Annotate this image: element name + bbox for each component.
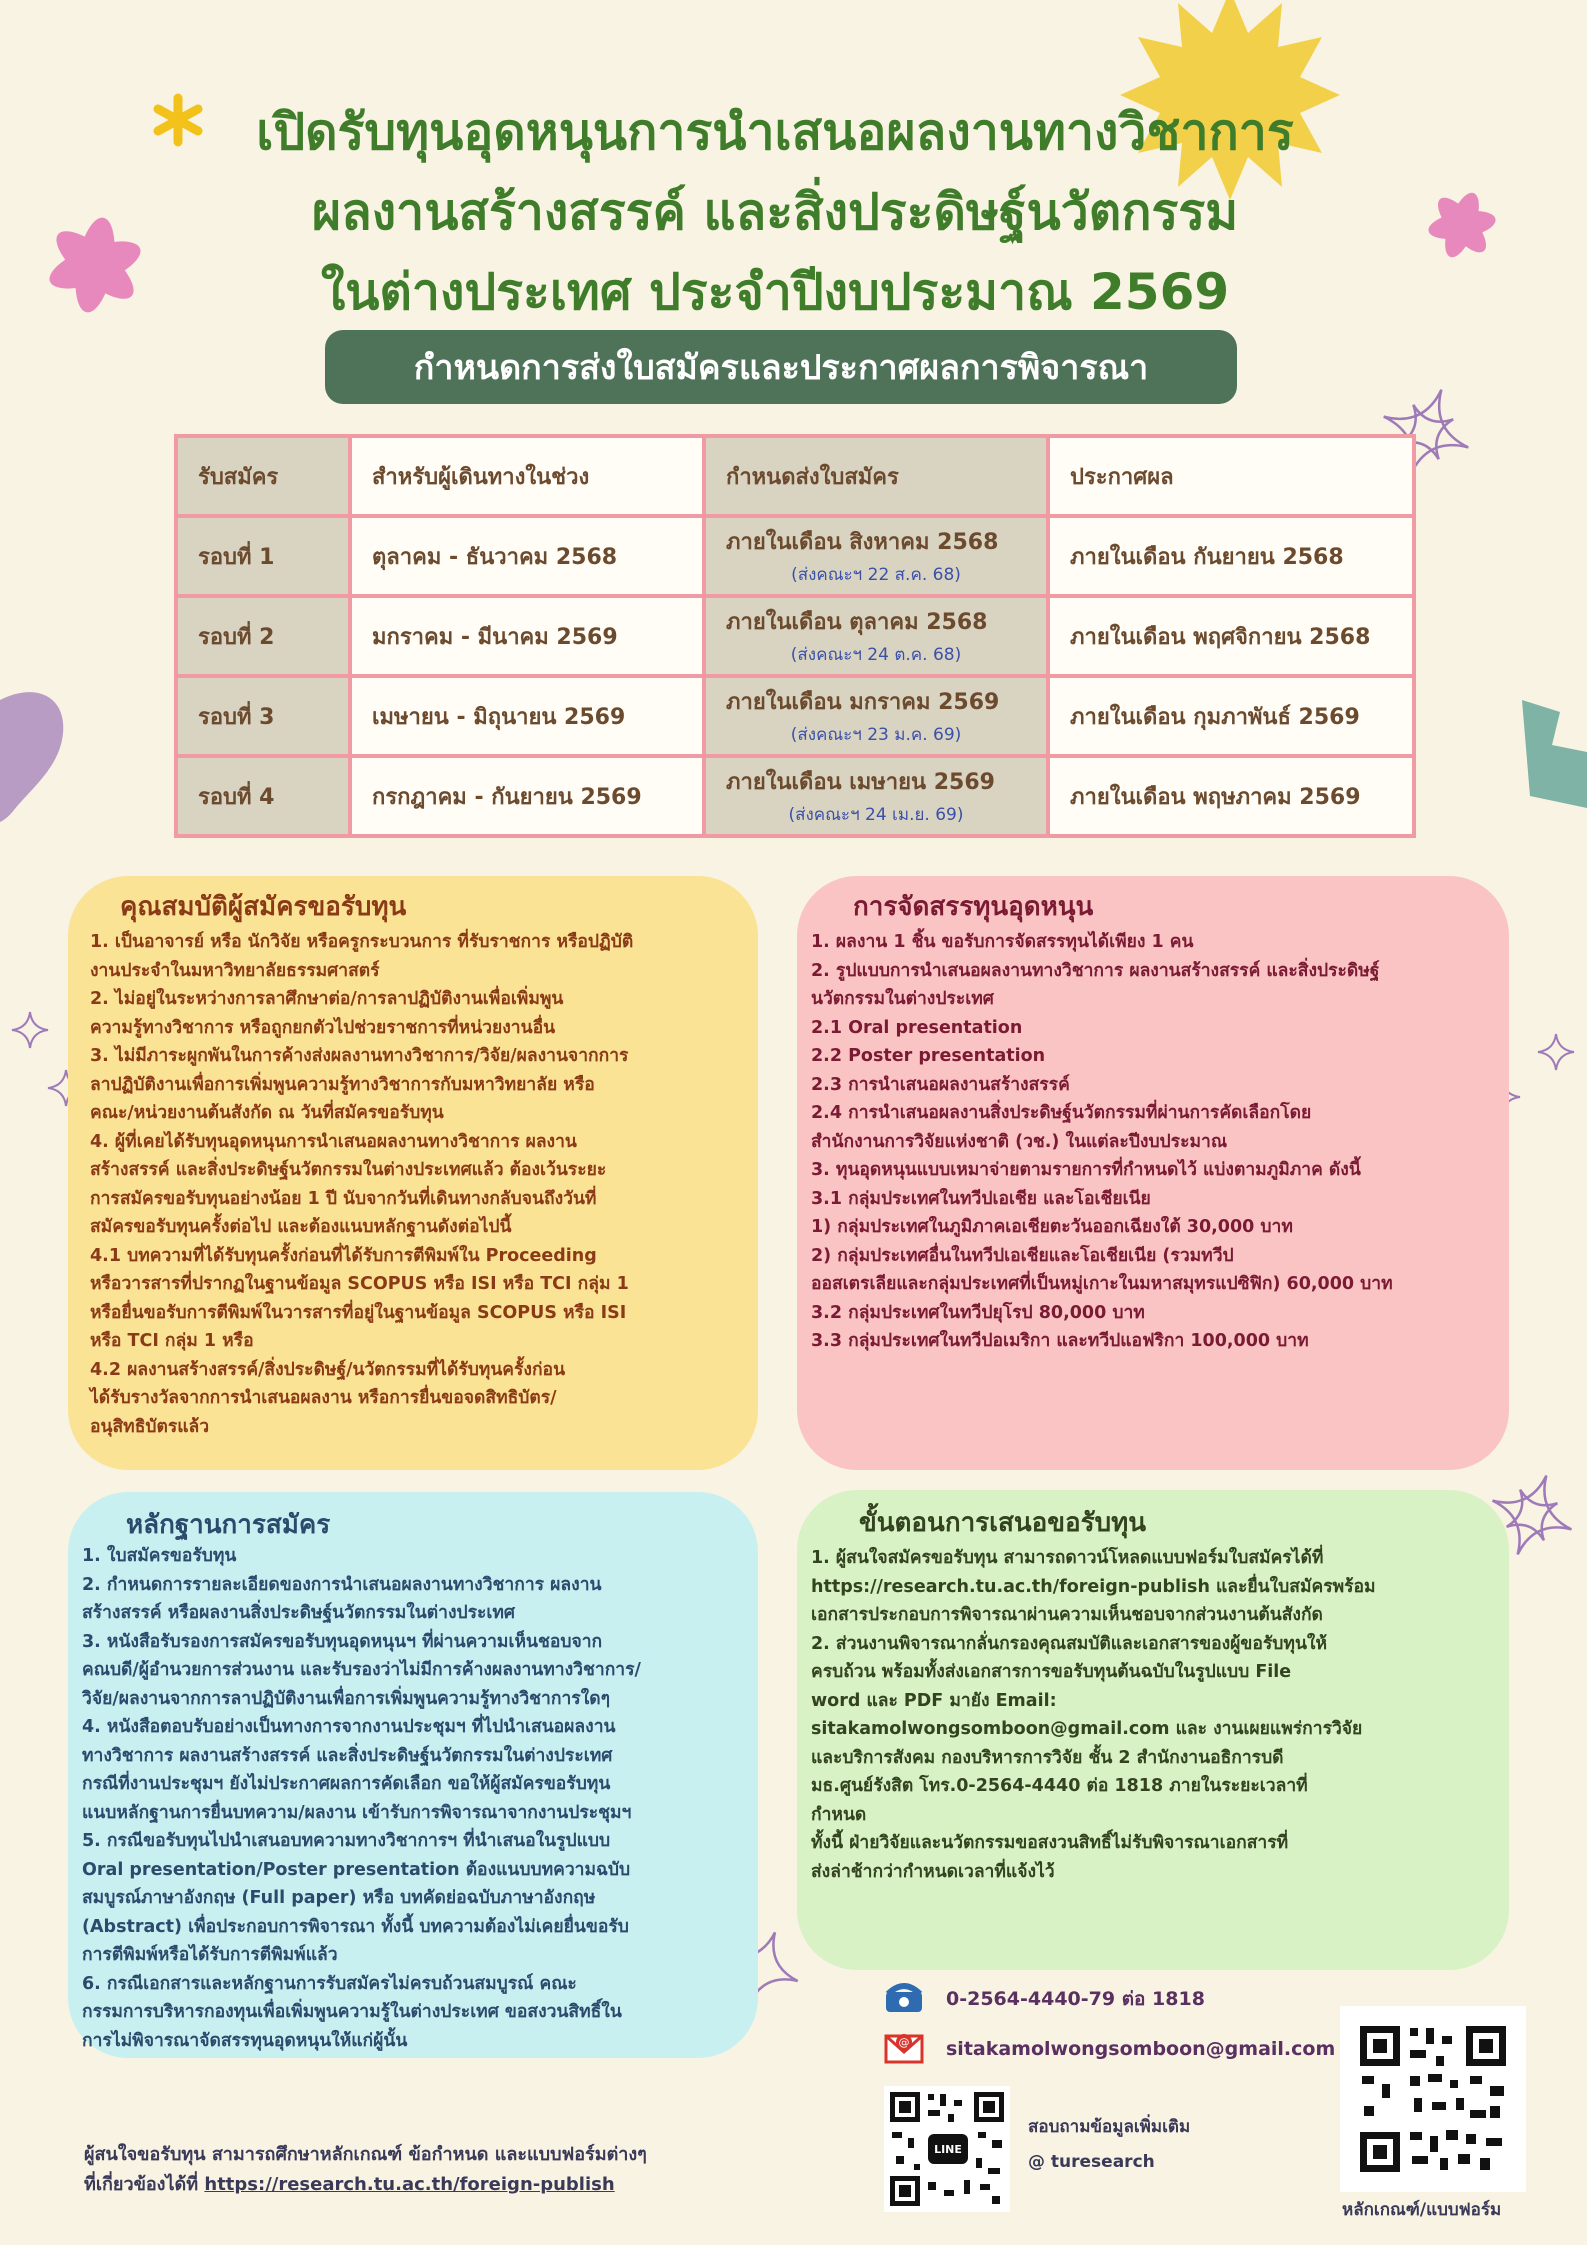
- deadline-cell: [704, 676, 1048, 756]
- form-qr-graphic: [1340, 2006, 1526, 2192]
- column-header: กำหนดส่งใบสมัคร: [704, 436, 1048, 516]
- table-row: [176, 596, 1414, 676]
- title-line-1: เปิดรับทุนอุดหนุนการนำเสนอผลงานทางวิชาการ: [256, 103, 1294, 161]
- qualifications-text: 1. เป็นอาจารย์ หรือ นักวิจัย หรือครูกระบวนการ ที่รับราชการ หรือปฏิบัติ งานประจำในมหาวิทยาลัยธรรมศาสตร์ 2. ไม่อยู่ในระหว่างการลาศึกษาต่อ/การลาปฏิบัติงานเพื่อเพิ่มพูน ความรู้ทางวิชาการ หรือถูกยกตัวไปช่วยราชการที่หน่วยงานอื่น 3. ไม่มีภาระผูกพันในการค้างส่งผลงานทางวิชาการ/วิจัย/ผลงานจากการ ลาปฏิบัติงานเพื่อการเพิ่มพูนความรู้ทางวิชาการกับมหาวิทยาลัย หรือ คณะ/หน่วยงานต้นสังกัด ณ วันที่สมัครขอรับทุน 4. ผู้ที่เคยได้รับทุนอุดหนุนการนำเสนอผลงานทางวิชาการ ผลงาน สร้างสรรค์ และสิ่งประดิษฐ์นวัตกรรมในต่างประเทศแล้ว ต้องเว้นระยะ การสมัครขอรับทุนอย่างน้อย 1 ปี นับจากวันที่เดินทางกลับจนถึงวันที่ สมัครขอรับทุนครั้งต่อไป และต้องแนบหลักฐานดังต่อไปนี้ 4.1 บทความที่ได้รับทุนครั้งก่อนที่ได้รับการตีพิมพ์ใน Proceeding หรือวารสารที่ปรากฏในฐานข้อมูล SCOPUS หรือ ISI หรือ TCI กลุ่ม 1 หรือยื่นขอรับการตีพิมพ์ในวารสารที่อยู่ในฐานข้อมูล SCOPUS หรือ ISI หรือ TCI กลุ่ม 1 หรือ 4.2 ผลงานสร้างสรรค์/สิ่งประดิษฐ์/นวัตกรรมที่ได้รับทุนครั้งก่อน ได้รับรางวัลจากการนำเสนอผลงาน หรือการยื่นขอจดสิทธิบัตร/ อนุสิทธิบัตรแล้ว: [90, 932, 634, 1437]
- form-qr-caption: หลักเกณฑ์/แบบฟอร์ม: [1342, 2200, 1502, 2220]
- period-cell: มกราคม - มีนาคม 2569: [350, 596, 704, 676]
- period-cell: เมษายน - มิถุนายน 2569: [350, 676, 704, 756]
- column-header: สำหรับผู้เดินทางในช่วง: [350, 436, 704, 516]
- line-qr-icon[interactable]: [884, 2086, 1010, 2212]
- announce-cell: ภายในเดือน พฤศจิกายน 2568: [1048, 596, 1414, 676]
- announce-cell: ภายในเดือน กันยายน 2568: [1048, 516, 1414, 596]
- announce-cell: ภายในเดือน กุมภาพันธ์ 2569: [1048, 676, 1414, 756]
- procedure-text: 1. ผู้สนใจสมัครขอรับทุน สามารถดาวน์โหลดแบบฟอร์มใบสมัครได้ที่ https://research.tu.ac.th/foreign-publish และยื่นใบสมัครพร้อม เอกสารประกอบการพิจารณาผ่านความเห็นชอบจากส่วนงานต้นสังกัด 2. ส่วนงานพิจารณากลั่นกรองคุณสมบัติและเอกสารของผู้ขอรับทุนให้ ครบถ้วน พร้อมทั้งส่งเอกสารการขอรับทุนต้นฉบับในรูปแบบ File word และ PDF มายัง Email: sitakamolwongsomboon@gmail.com และ งานเผยแพร่การวิจัย และบริการสังคม กองบริหารการวิจัย ชั้น 2 สำนักงานอธิการบดี มธ.ศูนย์รังสิต โทร.0-2564-4440 ต่อ 1818 ภายในระยะเวลาที่ กำหนด ทั้งนี้ ฝ่ายวิจัยและนวัตกรรมขอสงวนสิทธิ์ไม่รับพิจารณาเอกสารที่ ส่งล่าช้ากว่ากำหนดเวลาที่แจ้งไว้: [811, 1548, 1376, 1882]
- line-id: @ turesearch: [1028, 2152, 1155, 2172]
- procedure-title: ขั้นตอนการเสนอขอรับทุน: [859, 1508, 1147, 1538]
- table-row: [176, 756, 1414, 836]
- title-line-2: ผลงานสร้างสรรค์ และสิ่งประดิษฐ์นวัตกรรม: [311, 183, 1239, 241]
- teal-shape-decoration: [1522, 700, 1587, 808]
- column-header: รับสมัคร: [176, 436, 350, 516]
- allocation-title: การจัดสรรทุนอุดหนุน: [853, 892, 1094, 922]
- footer-note: [84, 2140, 647, 2200]
- allocation-text: 1. ผลงาน 1 ชิ้น ขอรับการจัดสรรทุนได้เพียง 1 คน 2. รูปแบบการนำเสนอผลงานทางวิชาการ ผลงานสร้างสรรค์ และสิ่งประดิษฐ์ นวัตกรรมในต่างประเทศ 2.1 Oral presentation 2.2 Poster presentation 2.3 การนำเสนอผลงานสร้างสรรค์ 2.4 การนำเสนอผลงานสิ่งประดิษฐ์นวัตกรรมที่ผ่านการคัดเลือกโดย สำนักงานการวิจัยแห่งชาติ (วช.) ในแต่ละปีงบประมาณ 3. ทุนอุดหนุนแบบเหมาจ่ายตามรายการที่กำหนดไว้ แบ่งตามภูมิภาค ดังนี้ 3.1 กลุ่มประเทศในทวีปเอเชีย และโอเชียเนีย 1) กลุ่มประเทศในภูมิภาคเอเชียตะวันออกเฉียงใต้ 30,000 บาท 2) กลุ่มประเทศอื่นในทวีปเอเชียและโอเชียเนีย (รวมทวีป ออสเตรเลียและกลุ่มประเทศที่เป็นหมู่เกาะในมหาสมุทรแปซิฟิก) 60,000 บาท 3.2 กลุ่มประเทศในทวีปยุโรป 80,000 บาท 3.3 กลุ่มประเทศในทวีปอเมริกา และทวีปแอฟริกา 100,000 บาท: [811, 932, 1393, 1351]
- deadline-note: (ส่งคณะฯ 24 ต.ค. 68): [790, 645, 962, 665]
- column-header: ประกาศผล: [1048, 436, 1414, 516]
- period-cell: กรกฎาคม - กันยายน 2569: [350, 756, 704, 836]
- line-badge: LINE: [928, 2134, 968, 2164]
- sparkle-decoration: [12, 1012, 48, 1048]
- round-cell: รอบที่ 1: [176, 516, 350, 596]
- table-row: [176, 516, 1414, 596]
- title-line-3: ในต่างประเทศ ประจำปีงบประมาณ 2569: [320, 263, 1230, 321]
- deadline-cell: [704, 756, 1048, 836]
- email-icon: [884, 2026, 924, 2066]
- phone-icon: [884, 1976, 924, 2016]
- evidence-text: 1. ใบสมัครขอรับทุน 2. กำหนดการรายละเอียดของการนำเสนอผลงานทางวิชาการ ผลงาน สร้างสรรค์ หรือผลงานสิ่งประดิษฐ์นวัตกรรมในต่างประเทศ 3. หนังสือรับรองการสมัครขอรับทุนอุดหนุนฯ ที่ผ่านความเห็นชอบจาก คณบดี/ผู้อำนวยการส่วนงาน และรับรองว่าไม่มีการค้างผลงานทางวิชาการ/ วิจัย/ผลงานจากการลาปฏิบัติงานเพื่อการเพิ่มพูนความรู้ทางวิชาการใดๆ 4. หนังสือตอบรับอย่างเป็นทางการจากงานประชุมฯ ที่ไปนำเสนอผลงาน ทางวิชาการ ผลงานสร้างสรรค์ และสิ่งประดิษฐ์นวัตกรรมในต่างประเทศ กรณีที่งานประชุมฯ ยังไม่ประกาศผลการคัดเลือก ขอให้ผู้สมัครขอรับทุน แนบหลักฐานการยื่นบทความ/ผลงาน เข้ารับการพิจารณาจากงานประชุมฯ 5. กรณีขอรับทุนไปนำเสนอบทความทางวิชาการฯ ที่นำเสนอในรูปแบบ Oral presentation/Poster presentation ต้องแนบบทความฉบับ สมบูรณ์ภาษาอังกฤษ (Full paper) หรือ บทคัดย่อฉบับภาษาอังกฤษ (Abstract) เพื่อประกอบการพิจารณา ทั้งนี้ บทความต้องไม่เคยยื่นขอรับ การตีพิมพ์หรือได้รับการตีพิมพ์แล้ว 6. กรณีเอกสารและหลักฐานการรับสมัครไม่ครบถ้วนสมบูรณ์ คณะ กรรมการบริหารกองทุนเพื่อเพิ่มพูนความรู้ในต่างประเทศ ขอสงวนสิทธิ์ใน การไม่พิจารณาจัดสรรทุนอุดหนุนให้แก่ผู้นั้น: [82, 1546, 641, 2051]
- footer-text: ผู้สนใจขอรับทุน สามารถศึกษาหลักเกณฑ์ ข้อกำหนด และแบบฟอร์มต่างๆ: [84, 2144, 647, 2165]
- pink-flower-decoration: [1426, 189, 1497, 262]
- deadline-text: ภายในเดือน มกราคม 2569: [726, 690, 1000, 715]
- allocation-panel: [797, 876, 1509, 1470]
- table-header-row: [176, 436, 1414, 516]
- form-qr-icon[interactable]: [1340, 2006, 1526, 2192]
- announce-cell: ภายในเดือน พฤษภาคม 2569: [1048, 756, 1414, 836]
- evidence-title: หลักฐานการสมัคร: [126, 1510, 331, 1540]
- qualifications-panel: [68, 876, 758, 1470]
- table-row: [176, 676, 1414, 756]
- deadline-note: (ส่งคณะฯ 24 เม.ย. 69): [788, 805, 964, 825]
- pink-flower-decoration: [44, 215, 147, 316]
- line-more-info: สอบถามข้อมูลเพิ่มเติม: [1028, 2117, 1191, 2137]
- round-cell: รอบที่ 3: [176, 676, 350, 756]
- procedure-panel: [797, 1490, 1509, 1970]
- round-cell: รอบที่ 2: [176, 596, 350, 676]
- deadline-text: ภายในเดือน เมษายน 2569: [726, 770, 995, 795]
- schedule-table: [174, 434, 1416, 838]
- footer-line-2: [84, 2170, 647, 2200]
- page-title: [150, 92, 1400, 332]
- deadline-note: (ส่งคณะฯ 22 ส.ค. 68): [791, 565, 961, 585]
- deadline-note: (ส่งคณะฯ 23 ม.ค. 69): [790, 725, 962, 745]
- period-cell: ตุลาคม - ธันวาคม 2568: [350, 516, 704, 596]
- deadline-text: ภายในเดือน สิงหาคม 2568: [726, 530, 999, 555]
- deadline-cell: [704, 596, 1048, 676]
- deadline-text: ภายในเดือน ตุลาคม 2568: [726, 610, 988, 635]
- qualifications-title: คุณสมบัติผู้สมัครขอรับทุน: [120, 892, 407, 922]
- footer-link[interactable]: https://research.tu.ac.th/foreign-publish: [204, 2174, 615, 2195]
- phone-number: 0-2564-4440-79 ต่อ 1818: [946, 1988, 1205, 2010]
- email-address: sitakamolwongsomboon@gmail.com: [946, 2038, 1336, 2060]
- evidence-panel: [68, 1492, 758, 2058]
- schedule-banner: กำหนดการส่งใบสมัครและประกาศผลการพิจารณา: [325, 330, 1237, 404]
- footer-text-2: ที่เกี่ยวข้องได้ที่: [84, 2174, 199, 2195]
- svg-text:@: @: [898, 2036, 910, 2049]
- deadline-cell: [704, 516, 1048, 596]
- sparkle-decoration: [1538, 1034, 1574, 1070]
- purple-blob-decoration: [0, 692, 63, 822]
- round-cell: รอบที่ 4: [176, 756, 350, 836]
